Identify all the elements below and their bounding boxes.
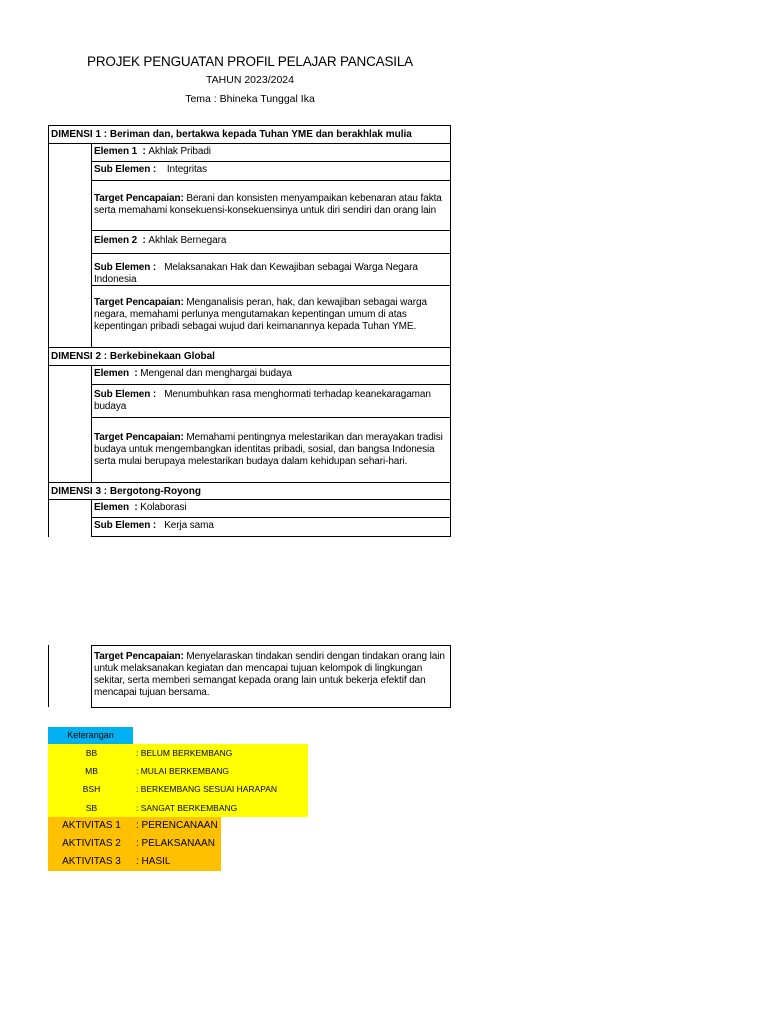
row-label: Sub Elemen : — [94, 520, 157, 531]
dimension-1-target-1 — [91, 180, 451, 231]
row-label: Elemen 2 — [94, 235, 138, 246]
row-label: Target Pencapaian: — [94, 432, 184, 443]
dimension-1-element-2: Elemen 2 : Akhlak Bernegara — [91, 230, 451, 254]
dimension-2-target — [91, 417, 451, 483]
legend-title: Keterangan — [48, 727, 133, 744]
row-value: Menumbuhkan rasa menghormati terhadap keanekaragaman budaya — [94, 389, 431, 412]
row-label: Elemen 1 — [94, 146, 138, 157]
row-value: Melaksanakan Hak dan Kewajiban sebagai Warga Negara Indonesia — [94, 262, 418, 285]
dimension-3-element: Elemen : Kolaborasi — [91, 499, 451, 518]
dimension-2-title: DIMENSI 2 : Berkebinekaan Global — [48, 347, 451, 366]
row-value: Mengenal dan menghargai budaya — [140, 368, 292, 379]
document-title: PROJEK PENGUATAN PROFIL PELAJAR PANCASILA — [87, 54, 413, 69]
row-label: Target Pencapaian: — [94, 651, 184, 662]
table-left-border-2 — [48, 365, 49, 483]
row-label: Elemen — [94, 368, 129, 379]
dimension-2-element: Elemen : Mengenal dan menghargai budaya — [91, 365, 451, 385]
row-value: Kerja sama — [164, 520, 214, 531]
row-label: Sub Elemen : — [94, 164, 157, 175]
legend-levels: BB : BELUM BERKEMBANG MB : MULAI BERKEMBANG BSH : BERKEMBANG SESUAI HARAPAN SB : SANGAT BERKEMBANG — [48, 744, 308, 817]
dimension-1-title: DIMENSI 1 : Beriman dan, bertakwa kepada Tuhan YME dan berakhlak mulia — [48, 125, 451, 144]
row-value: Akhlak Bernegara — [148, 235, 227, 246]
row-value: Akhlak Pribadi — [148, 146, 211, 157]
table-left-border-3 — [48, 499, 49, 537]
row-label: Sub Elemen : — [94, 389, 157, 400]
row-value: Kolaborasi — [140, 502, 187, 513]
dimension-3-target — [91, 645, 451, 708]
dimension-3-sub-element — [91, 517, 451, 537]
document-theme: Tema : Bhineka Tunggal Ika — [185, 93, 315, 105]
row-value: Integritas — [166, 164, 208, 175]
row-label: Target Pencapaian: — [94, 297, 184, 308]
row-value: Menganalisis peran, hak, dan kewajiban sebagai warga negara, memahami perlunya mengutamakan kepentingan umum di atas kepentingan pribadi sebagai wujud dari keimanannya kepada Tuhan YME. — [94, 297, 427, 332]
row-label: Target Pencapaian: — [94, 193, 184, 204]
legend-activities: AKTIVITAS 1 : PERENCANAAN AKTIVITAS 2 : PELAKSANAAN AKTIVITAS 3 : HASIL — [48, 817, 221, 871]
dimension-1-sub-element-2 — [91, 253, 451, 286]
row-value: Memahami pentingnya melestarikan dan merayakan tradisi budaya untuk mengembangkan identitas pribadi, sosial, dan bangsa Indonesia serta mulai berupaya melestarikan budaya dalam kehidupan sehari-hari. — [94, 432, 443, 467]
row-value: Berani dan konsisten menyampaikan kebenaran atau fakta serta memahami konsekuensi-konsekuensinya untuk diri sendiri dan orang lain — [94, 193, 442, 216]
dimension-1-target-2 — [91, 285, 451, 348]
dimension-1-sub-element-1 — [91, 161, 451, 181]
row-label: Sub Elemen : — [94, 262, 157, 273]
dimension-2-sub-element — [91, 384, 451, 418]
document-year: TAHUN 2023/2024 — [206, 74, 294, 86]
row-value: Menyelaraskan tindakan sendiri dengan tindakan orang lain untuk melaksanakan kegiatan dan mencapai tujuan kelompok di lingkungan sekitar, serta memberi semangat kepada orang lain untuk bekerja efektif dan mencapai tujuan bersama. — [94, 651, 445, 698]
table-left-border-4 — [48, 645, 49, 707]
table-left-border-1 — [48, 143, 49, 348]
dimension-1-element-1: Elemen 1 : Akhlak Pribadi — [91, 143, 451, 162]
row-label: Elemen — [94, 502, 129, 513]
dimension-3-title: DIMENSI 3 : Bergotong-Royong — [48, 482, 451, 500]
